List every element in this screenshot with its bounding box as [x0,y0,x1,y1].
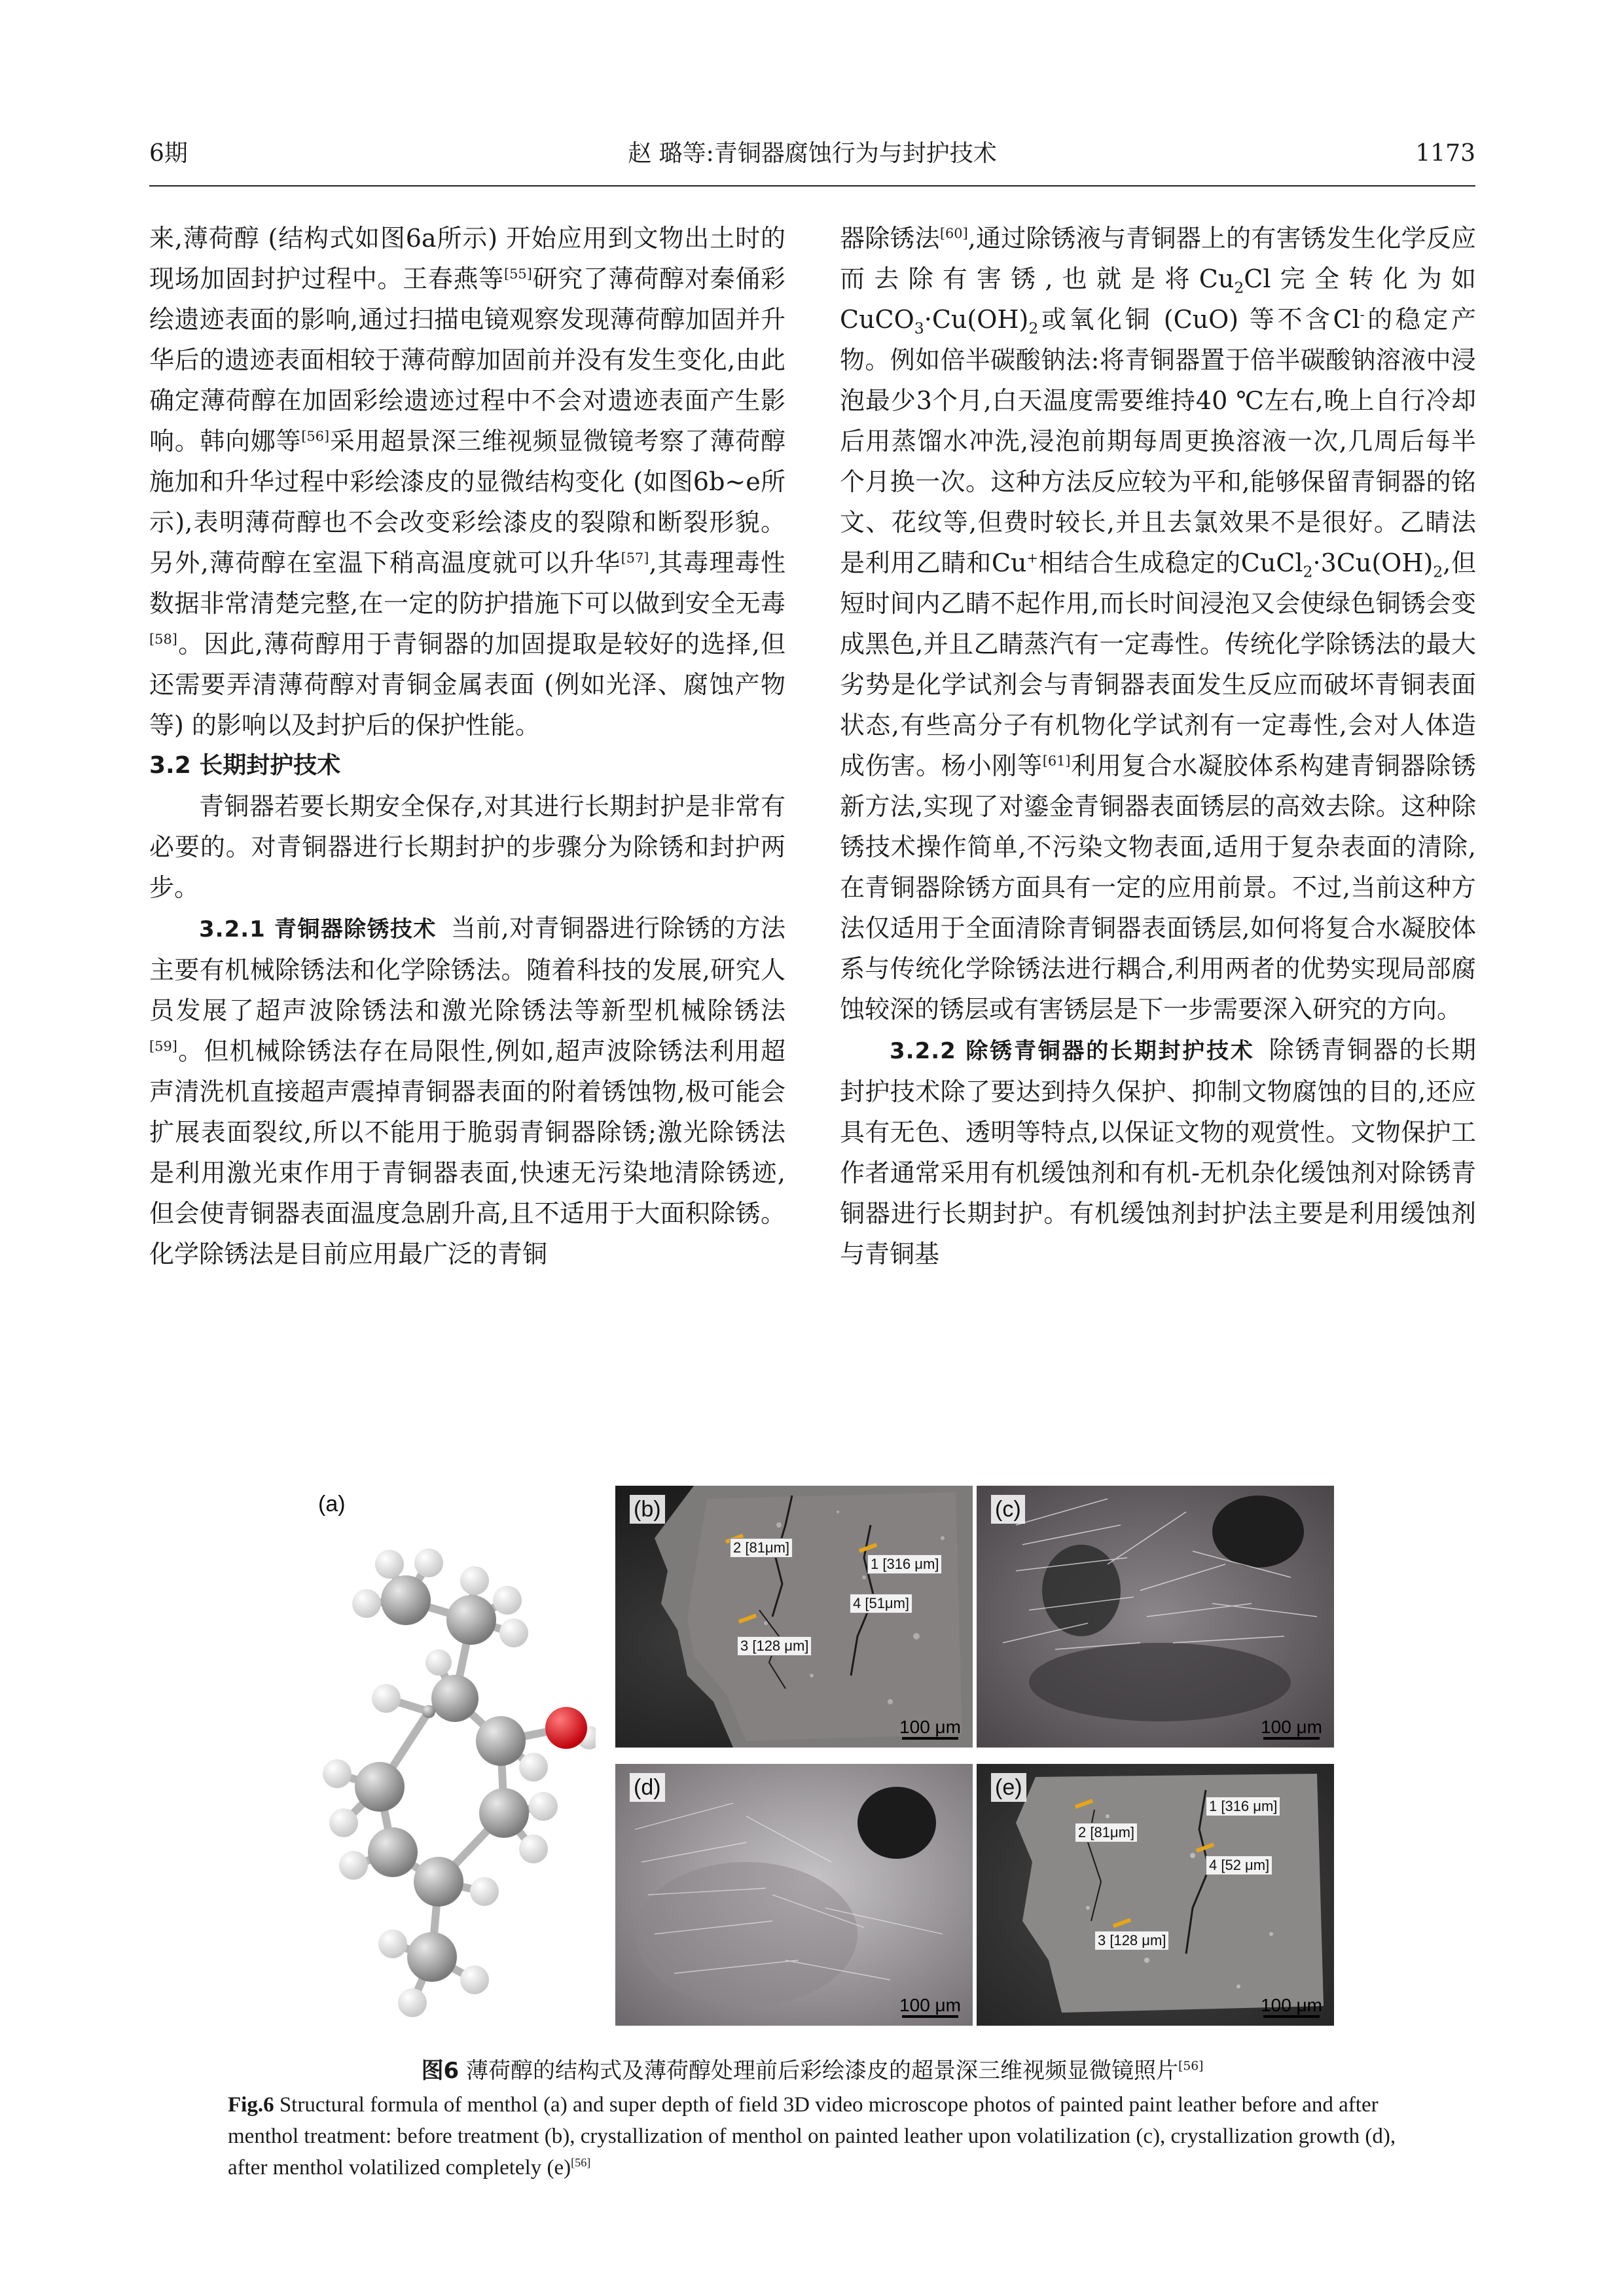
panel-label-b: (b) [630,1495,665,1524]
panel-label-a: (a) [318,1492,346,1516]
measurement-label: 4 [52 μm] [1206,1856,1272,1875]
running-title: 赵 璐等:青铜器腐蚀行为与封护技术 [628,140,997,167]
issue-number: 6期 [149,140,188,167]
paragraph-derusting: 3.2.1 青铜器除锈技术 当前,对青铜器进行除锈的方法主要有机械除锈法和化学除锈法。随着科技的发展,研究人员发展了超声波除锈法和激光除锈法等新型机械除锈法[59]。但机械除锈法存在局限性,例如,超声波除锈法利用超声清洗机直接超声震掉青铜器表面的附着锈蚀物,极可能会扩展表面裂纹,所以不能用于脆弱青铜器除锈;激光除锈法是利用激光束作用于青铜器表面,快速无污染地清除锈迹,但会使青铜器表面温度急剧升高,且不适用于大面积除锈。化学除锈法是目前应用最广泛的青铜 [149,914,785,1268]
measurement-label: 4 [51μm] [850,1594,912,1613]
subsection-heading-3-2-1: 3.2.1 青铜器除锈技术 [199,916,437,942]
figure-caption-zh: 图6 薄荷醇的结构式及薄荷醇处理前后彩绘漆皮的超景深三维视频显微镜照片[56] [421,2058,1204,2084]
citation[interactable]: [56] [301,428,330,444]
citation[interactable]: [59] [149,1038,177,1054]
micrograph-crystallization [977,1486,1334,1748]
subsection-heading-3-2-2: 3.2.2 除锈青铜器的长期封护技术 [890,1038,1255,1064]
header-rule [149,185,1475,187]
citation[interactable]: [61] [1042,753,1071,769]
paragraph-menthol: 来,薄荷醇 (结构式如图6a所示) 开始应用到文物出土时的现场加固封护过程中。王春燕等[55]研究了薄荷醇对秦俑彩绘遗迹表面的影响,通过扫描电镜观察发现薄荷醇加固并升华后的遗迹表面相较于薄荷醇加固前并没有发生变化,由此确定薄荷醇在加固彩绘遗迹过程中不会对遗迹表面产生影响。韩向娜等[56]采用超景深三维视频显微镜考察了薄荷醇施加和升华过程中彩绘漆皮的显微结构变化 (如图6b~e所示),表明薄荷醇也不会改变彩绘漆皮的裂隙和断裂形貌。另外,薄荷醇在室温下稍高温度就可以升华[57],其毒理毒性数据非常清楚完整,在一定的防护措施下可以做到安全无毒[58]。因此,薄荷醇用于青铜器的加固提取是较好的选择,但还需要弄清薄荷醇对青铜金属表面 (例如光泽、腐蚀产物等) 的影响以及封护后的保护性能。 [149,224,785,740]
paragraph-long-term-sealing-technique: 3.2.2 除锈青铜器的长期封护技术 除锈青铜器的长期封护技术除了要达到持久保护、抑制文物腐蚀的目的,还应具有无色、透明等特点,以保证文物的观赏性。文物保护工作者通常采用有机缓蚀剂和有机-无机杂化缓蚀剂对除锈青铜器进行长期封护。有机缓蚀剂封护法主要是利用缓蚀剂与青铜基 [840,1035,1476,1268]
measurement-label: 2 [81μm] [730,1538,793,1558]
panel-label-d: (d) [630,1773,665,1802]
paragraph-long-term-sealing: 青铜器若要长期安全保存,对其进行长期封护是非常有必要的。对青铜器进行长期封护的步骤分为除锈和封护两步。 [149,792,785,902]
micrograph-before-treatment [615,1486,973,1748]
citation[interactable]: [55] [503,266,532,282]
panel-d-crystallization-growth [615,1764,973,2026]
running-header [149,134,1475,173]
scale-bar: 100 μm [899,1996,961,2018]
section-heading-3-2: 3.2 长期封护技术 [149,752,341,779]
figure-6 [308,1486,1332,2036]
figure-caption-en: Fig.6 Structural formula of menthol (a) and super depth of field 3D video microscope photos of painted paint leather before and after menthol treatment: before treatment (b), crystallization of menthol on painted leather upon volatilization (c), crystallization growth (d), after menthol volatilized completely (e)[56] [228,2093,1396,2179]
paragraph-chemical-derusting: 器除锈法[60],通过除锈液与青铜器上的有害锈发生化学反应而去除有害锈,也就是将$Cu_2Cl$完全转化为如$CuCO_3\cdot Cu(OH)_2$或氧化铜 (CuO) 等不含Cl-的稳定产物。例如倍半碳酸钠法:将青铜器置于倍半碳酸钠溶液中浸泡最少3个月,白天温度需要维持40 ℃左右,晚上自行冷却后用蒸馏水冲洗,浸泡前期每周更换溶液一次,几周后每半个月换一次。这种方法反应较为平和,能够保留青铜器的铭文、花纹等,但费时较长,并且去氯效果不是很好。乙睛法是利用乙睛和Cu+相结合生成稳定的$CuCl_2\cdot 3Cu(OH)_2$,但短时间内乙睛不起作用,而长时间浸泡又会使绿色铜锈会变成黑色,并且乙睛蒸汽有一定毒性。传统化学除锈法的最大劣势是化学试剂会与青铜器表面发生反应而破坏青铜表面状态,有些高分子有机物化学试剂有一定毒性,会对人体造成伤害。杨小刚等[61]利用复合水凝胶体系构建青铜器除锈新方法,实现了对鎏金青铜器表面锈层的高效去除。这种除锈技术操作简单,不污染文物表面,适用于复杂表面的清除,在青铜器除锈方面具有一定的应用前景。不过,当前这种方法仅适用于全面清除青铜器表面锈层,如何将复合水凝胶体系与传统化学除锈法进行耦合,利用两者的优势实现局部腐蚀较深的锈层或有害锈层是下一步需要深入研究的方向。 [840,224,1476,1024]
measurement-label: 2 [81μm] [1075,1823,1138,1842]
scale-bar: 100 μm [1261,1717,1322,1740]
citation[interactable]: [56] [1178,2059,1204,2073]
citation[interactable]: [57] [621,550,649,566]
measurement-label: 3 [128 μm] [1094,1931,1169,1950]
citation[interactable]: [58] [149,631,177,647]
scale-bar: 100 μm [1261,1996,1322,2018]
oxygen-atom [545,1707,587,1749]
panel-label-e: (e) [991,1773,1026,1802]
page-number: 1173 [1415,140,1475,167]
panel-e-after-volatilization [977,1764,1334,2026]
menthol-molecule-model [308,1486,596,2036]
panel-b-before-treatment [615,1486,973,1748]
citation[interactable]: [56] [571,2156,591,2169]
left-column [149,218,785,1274]
right-column [840,218,1476,1274]
measurement-label: 1 [316 μm] [1206,1797,1280,1816]
panel-c-crystallization-volatilization [977,1486,1334,1748]
panel-label-c: (c) [991,1495,1025,1524]
micrograph-crystallization-growth [615,1764,973,2026]
measurement-label: 3 [128 μm] [737,1636,812,1656]
citation[interactable]: [60] [939,225,968,242]
scale-bar: 100 μm [899,1717,961,1740]
measurement-label: 1 [316 μm] [867,1554,942,1574]
panel-a-menthol-structure [308,1486,596,2036]
